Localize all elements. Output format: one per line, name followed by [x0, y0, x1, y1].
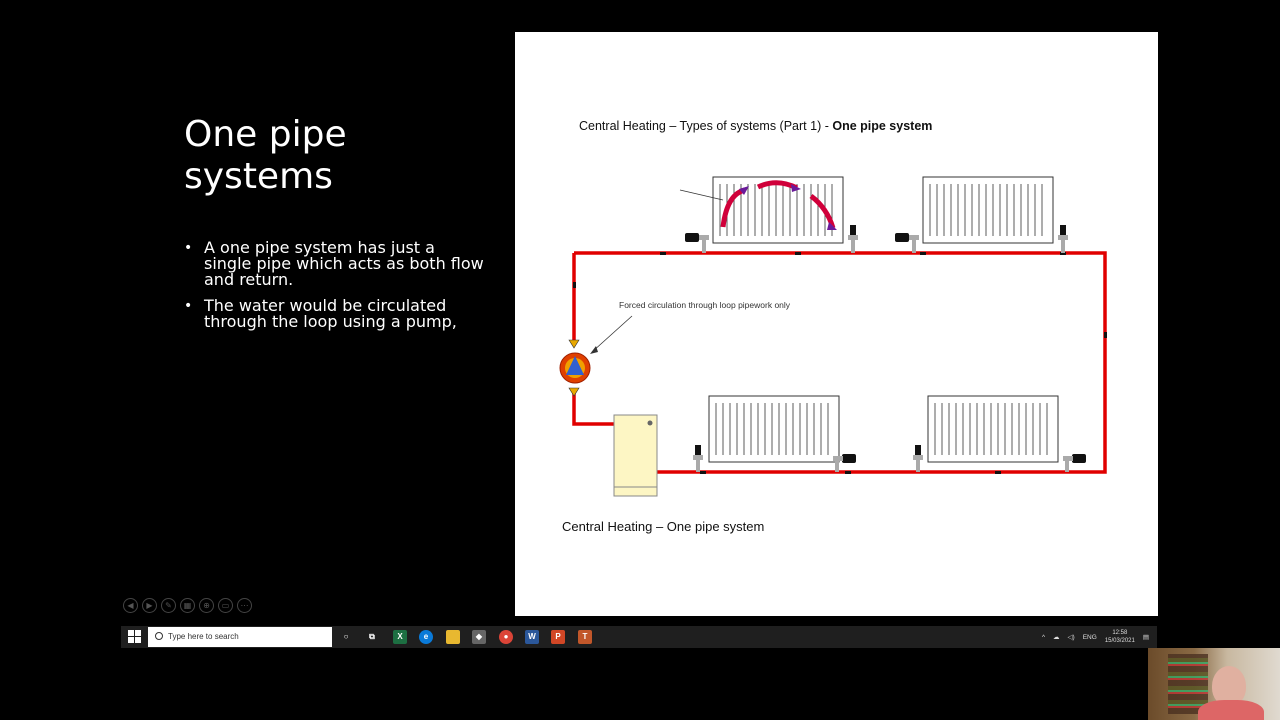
clock[interactable]	[1105, 629, 1135, 645]
powerpoint-icon[interactable]: P	[551, 630, 565, 644]
slide-title-line-1: One pipe	[184, 114, 347, 155]
radiator-bottom-right	[928, 396, 1058, 462]
task-view-icon[interactable]: ⧉	[369, 632, 375, 641]
more-icon[interactable]: ⋯	[237, 598, 252, 613]
clock-time: 12:58	[1112, 630, 1128, 636]
cortana-icon[interactable]: ○	[343, 632, 349, 641]
bullet-item: • A one pipe system has just a single pipe which acts as both flow and return.	[184, 240, 484, 288]
bullet-item: • The water would be circulated through the loop using a pump,	[184, 298, 484, 330]
volume-icon[interactable]: ◁)	[1067, 634, 1075, 641]
taskbar	[121, 626, 1157, 648]
language-indicator[interactable]: ENG	[1082, 633, 1097, 641]
panel-heading-bold: One pipe system	[832, 119, 933, 133]
annotation-forced-circulation: Forced circulation through loop pipework only	[619, 300, 791, 310]
slides-grid-icon[interactable]: ▦	[180, 598, 195, 613]
app-icon[interactable]: ◆	[472, 630, 486, 644]
slide-title-line-2: systems	[184, 156, 333, 197]
notifications-icon[interactable]: ▤	[1142, 634, 1149, 641]
next-icon[interactable]: ▶	[142, 598, 157, 613]
file-explorer-icon[interactable]	[446, 630, 460, 644]
webcam-overlay	[1148, 648, 1280, 720]
system-tray	[1042, 626, 1149, 648]
radiator-bottom-left	[709, 396, 839, 462]
slide-title	[184, 114, 347, 198]
excel-icon[interactable]: X	[393, 630, 407, 644]
slideshow-controls	[123, 598, 252, 613]
prev-icon[interactable]: ◀	[123, 598, 138, 613]
clock-date: 15/03/2021	[1104, 638, 1135, 644]
word-icon[interactable]: W	[525, 630, 539, 644]
taskbar-search-box[interactable]	[148, 627, 332, 647]
boiler-icon	[614, 415, 657, 496]
chrome-icon[interactable]: ●	[499, 630, 513, 644]
chevron-up-icon[interactable]: ^	[1041, 633, 1046, 641]
radiator-top-left	[680, 177, 843, 243]
search-icon	[155, 632, 163, 640]
radiator-top-right	[923, 177, 1053, 243]
bullet-list	[184, 240, 484, 340]
cloud-icon[interactable]: ☁	[1053, 634, 1060, 641]
edge-icon[interactable]: e	[419, 630, 433, 644]
zoom-icon[interactable]: ⊕	[199, 598, 214, 613]
diagram-caption: Central Heating – One pipe system	[562, 519, 765, 534]
search-placeholder: Type here to search	[168, 632, 239, 641]
subtitles-icon[interactable]: ▭	[218, 598, 233, 613]
pump-icon	[560, 316, 632, 396]
windows-start-icon[interactable]	[128, 630, 142, 644]
panel-heading-prefix: Central Heating – Types of systems (Part 1) -	[579, 119, 833, 133]
teams-icon[interactable]: T	[578, 630, 592, 644]
diagram-panel	[515, 32, 1158, 616]
pen-icon[interactable]: ✎	[161, 598, 176, 613]
